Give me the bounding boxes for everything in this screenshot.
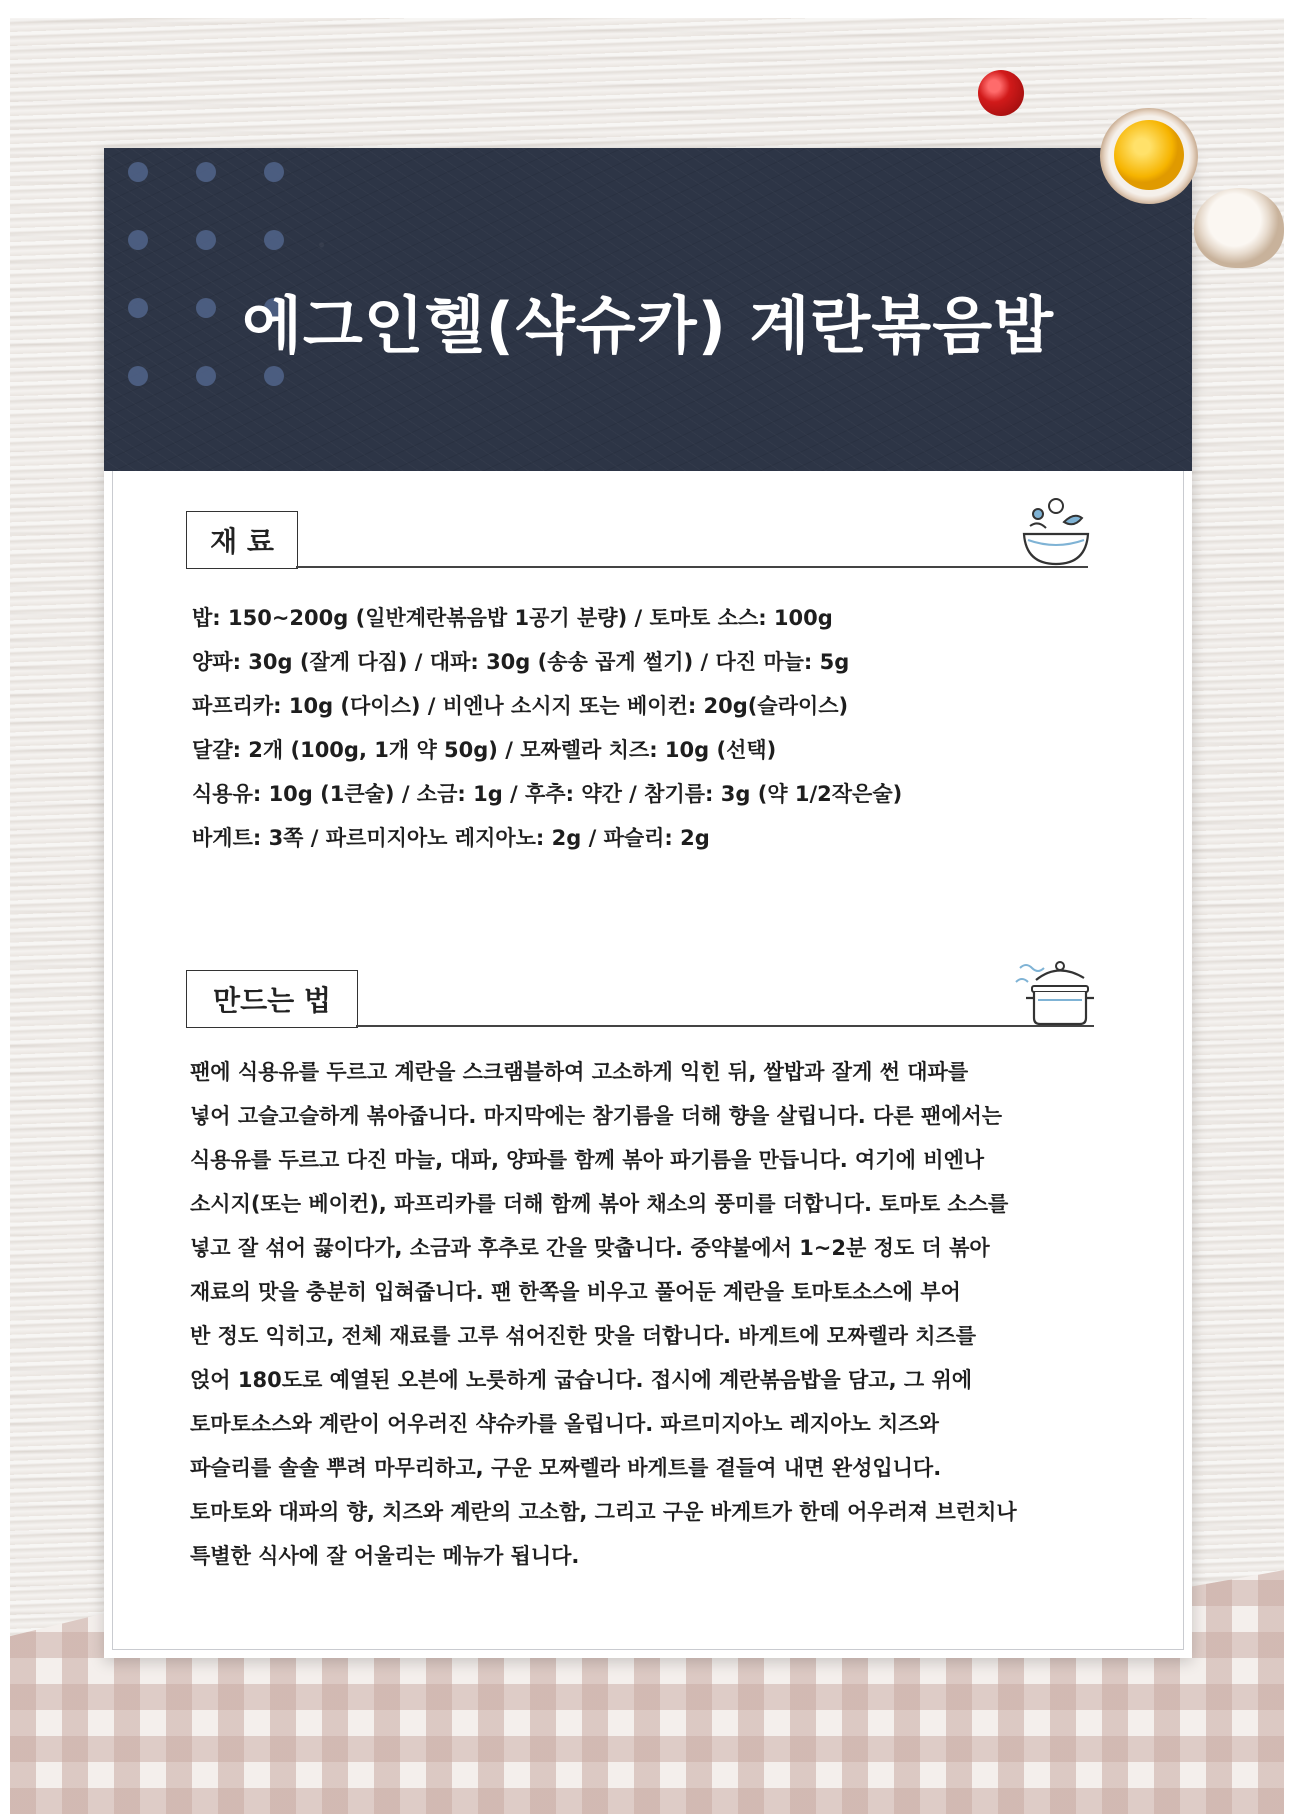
method-line: 식용유를 두르고 다진 마늘, 대파, 양파를 함께 볶아 파기름을 만듭니다. 여기에 비엔나 bbox=[190, 1148, 985, 1172]
ingredient-line: 식용유: 10g (1큰술) / 소금: 1g / 후추: 약간 / 참기름: 3g (약 1/2작은술) bbox=[192, 782, 903, 806]
ingredient-line: 양파: 30g (잘게 다짐) / 대파: 30g (송송 곱게 썰기) / 다진 마늘: 5g bbox=[192, 650, 850, 674]
ingredients-list bbox=[192, 596, 1112, 860]
dot bbox=[128, 366, 148, 386]
dot bbox=[196, 366, 216, 386]
recipe-card bbox=[104, 148, 1192, 1658]
method-divider bbox=[356, 1025, 1094, 1027]
ingredient-line: 달걀: 2개 (100g, 1개 약 50g) / 모짜렐라 치즈: 10g (선택) bbox=[192, 738, 777, 762]
method-line: 특별한 식사에 잘 어울리는 메뉴가 됩니다. bbox=[190, 1544, 580, 1568]
method-line: 토마토소스와 계란이 어우러진 샥슈카를 올립니다. 파르미지아노 레지아노 치즈와 bbox=[190, 1412, 939, 1436]
ingredient-line: 밥: 150~200g (일반계란볶음밥 1공기 분량) / 토마토 소스: 100g bbox=[192, 606, 833, 630]
header-banner bbox=[104, 148, 1192, 471]
method-line: 재료의 맛을 충분히 입혀줍니다. 팬 한쪽을 비우고 풀어둔 계란을 토마토소스에 부어 bbox=[190, 1280, 961, 1304]
dot bbox=[128, 162, 148, 182]
ingredient-line: 바게트: 3쪽 / 파르미지아노 레지아노: 2g / 파슬리: 2g bbox=[192, 826, 710, 850]
ingredients-divider bbox=[296, 566, 1088, 568]
method-line: 팬에 식용유를 두르고 계란을 스크램블하여 고소하게 익힌 뒤, 쌀밥과 잘게 썬 대파를 bbox=[190, 1060, 969, 1084]
egg-yolk-decoration bbox=[1114, 120, 1184, 190]
cherry-tomato-decoration bbox=[978, 70, 1024, 116]
ingredients-label: 재 료 bbox=[186, 511, 298, 569]
method-line: 얹어 180도로 예열된 오븐에 노릇하게 굽습니다. 접시에 계란볶음밥을 담고, 그 위에 bbox=[190, 1368, 973, 1392]
dot bbox=[196, 230, 216, 250]
cooking-pot-icon bbox=[1014, 956, 1100, 1028]
method-line: 반 정도 익히고, 전체 재료를 고루 섞어진한 맛을 더합니다. 바게트에 모짜렐라 치즈를 bbox=[190, 1324, 977, 1348]
method-line: 넣어 고슬고슬하게 볶아줍니다. 마지막에는 참기름을 더해 향을 살립니다. 다른 팬에서는 bbox=[190, 1104, 1003, 1128]
dot bbox=[264, 230, 284, 250]
page-title: 에그인헬(샥슈카) 계란볶음밥 bbox=[242, 289, 1054, 362]
method-text bbox=[190, 1050, 1120, 1578]
method-label: 만드는 법 bbox=[186, 970, 358, 1028]
method-line: 소시지(또는 베이컨), 파프리카를 더해 함께 볶아 채소의 풍미를 더합니다. 토마토 소스를 bbox=[190, 1192, 1009, 1216]
dot bbox=[264, 366, 284, 386]
method-line: 파슬리를 솔솔 뿌려 마무리하고, 구운 모짜렐라 바게트를 곁들여 내면 완성입니다. bbox=[190, 1456, 942, 1480]
eggshell-decoration bbox=[1194, 188, 1284, 268]
dot bbox=[128, 230, 148, 250]
mixing-bowl-icon bbox=[1018, 496, 1094, 570]
dot bbox=[264, 162, 284, 182]
dot bbox=[196, 162, 216, 182]
method-line: 넣고 잘 섞어 끓이다가, 소금과 후추로 간을 맞춥니다. 중약불에서 1~2분 정도 더 볶아 bbox=[190, 1236, 990, 1260]
ingredient-line: 파프리카: 10g (다이스) / 비엔나 소시지 또는 베이컨: 20g(슬라이스) bbox=[192, 694, 849, 718]
method-line: 토마토와 대파의 향, 치즈와 계란의 고소함, 그리고 구운 바게트가 한데 어우러져 브런치나 bbox=[190, 1500, 1017, 1524]
